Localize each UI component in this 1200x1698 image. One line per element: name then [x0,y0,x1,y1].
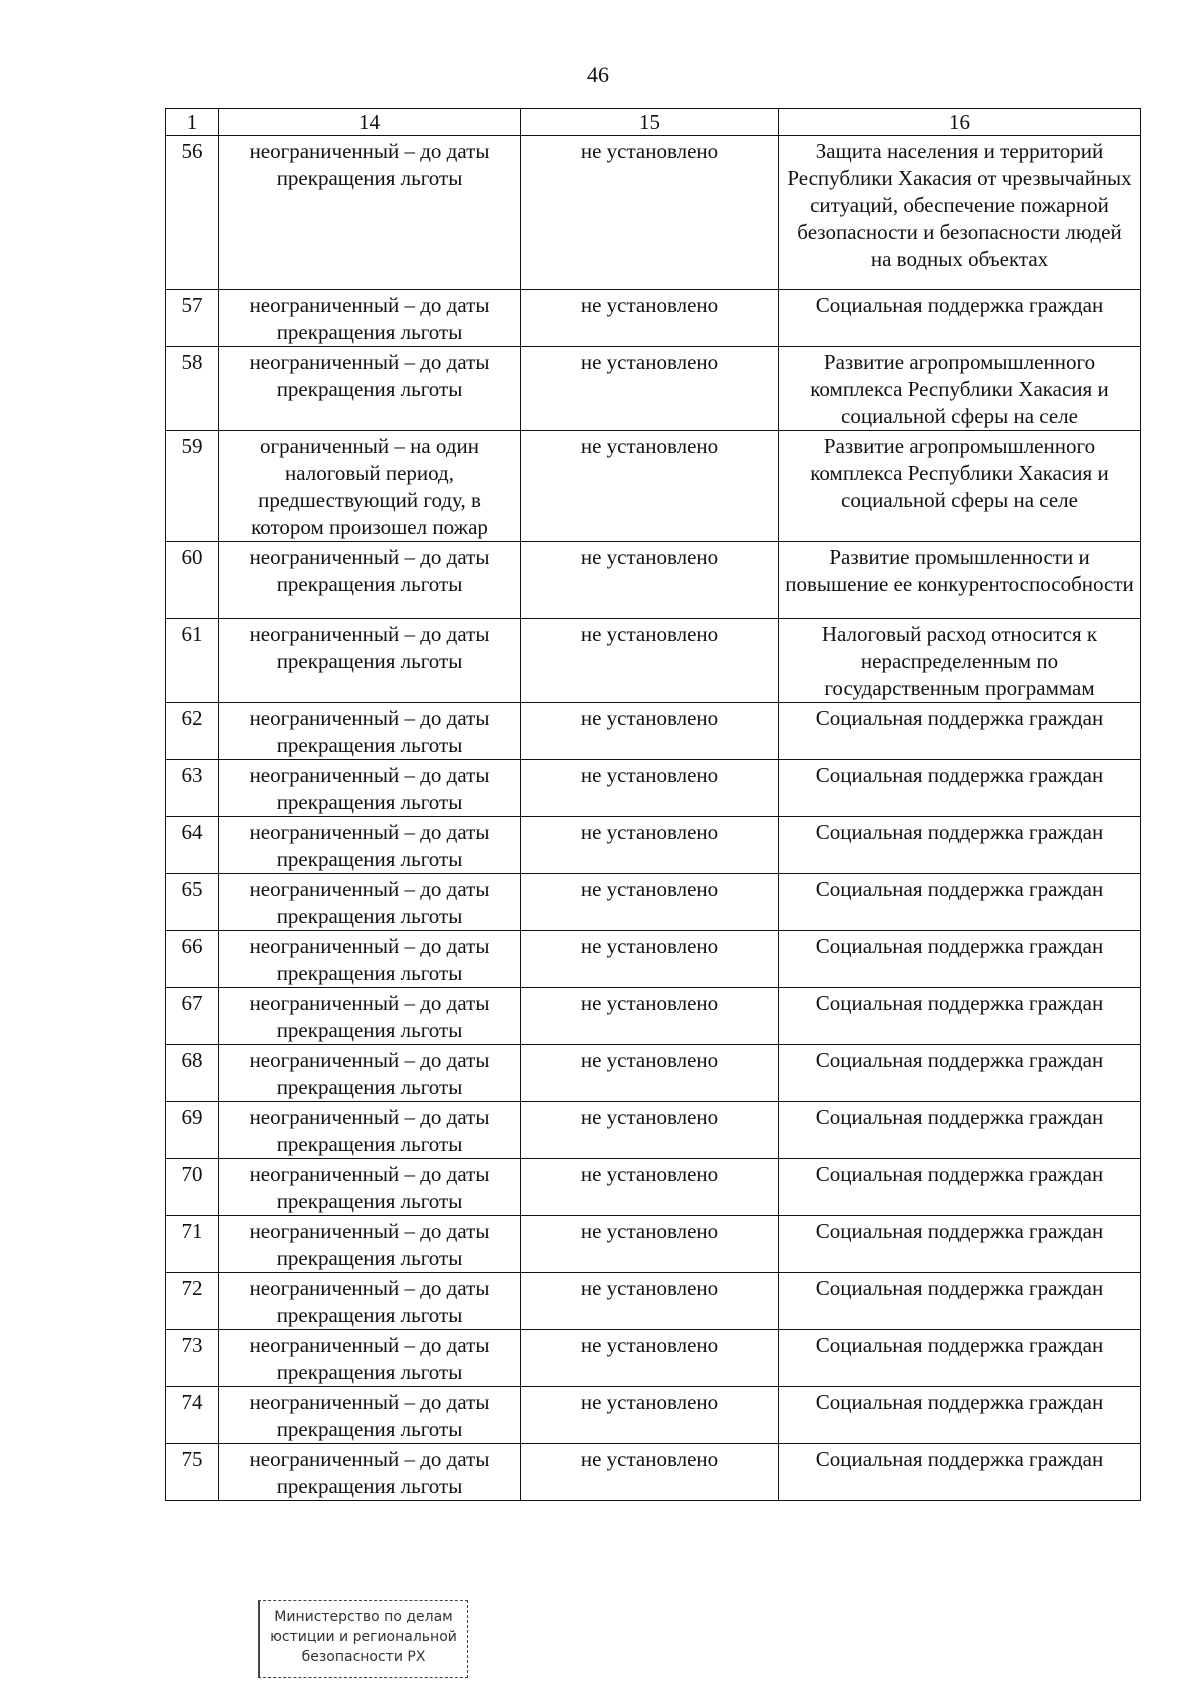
row-number-cell: 61 [166,619,219,703]
limit-cell: не установлено [521,290,779,347]
row-number-cell: 73 [166,1330,219,1387]
duration-cell: неограниченный – до даты прекращения льготы [219,290,521,347]
program-cell: Социальная поддержка граждан [779,290,1141,347]
row-number-cell: 58 [166,347,219,431]
program-cell: Социальная поддержка граждан [779,1102,1141,1159]
limit-cell: не установлено [521,1102,779,1159]
limit-cell: не установлено [521,1330,779,1387]
table-row [166,431,1141,542]
row-number-cell: 68 [166,1045,219,1102]
duration-cell: неограниченный – до даты прекращения льготы [219,1444,521,1501]
duration-cell: неограниченный – до даты прекращения льготы [219,931,521,988]
duration-cell: неограниченный – до даты прекращения льготы [219,619,521,703]
program-cell: Социальная поддержка граждан [779,1216,1141,1273]
stamp-line-1: Министерство по делам [274,1609,453,1625]
table-row [166,1045,1141,1102]
table-row [166,931,1141,988]
duration-cell: неограниченный – до даты прекращения льготы [219,542,521,619]
program-cell: Социальная поддержка граждан [779,760,1141,817]
limit-cell: не установлено [521,1216,779,1273]
duration-cell: неограниченный – до даты прекращения льготы [219,1387,521,1444]
program-cell: Налоговый расход относится к нераспределенным по государственным программам [779,619,1141,703]
row-number-cell: 56 [166,136,219,290]
duration-cell: ограниченный – на один налоговый период, предшествующий году, в котором произошел пожар [219,431,521,542]
duration-cell: неограниченный – до даты прекращения льготы [219,1045,521,1102]
duration-cell: неограниченный – до даты прекращения льготы [219,347,521,431]
table-row [166,1444,1141,1501]
header-col-1: 1 [166,109,219,136]
limit-cell: не установлено [521,703,779,760]
table-row [166,542,1141,619]
duration-cell: неограниченный – до даты прекращения льготы [219,1273,521,1330]
row-number-cell: 74 [166,1387,219,1444]
program-cell: Развитие промышленности и повышение ее конкурентоспособности [779,542,1141,619]
program-cell: Развитие агропромышленного комплекса Республики Хакасия и социальной сферы на селе [779,431,1141,542]
duration-cell: неограниченный – до даты прекращения льготы [219,1102,521,1159]
duration-cell: неограниченный – до даты прекращения льготы [219,703,521,760]
program-cell: Социальная поддержка граждан [779,874,1141,931]
table-row [166,1387,1141,1444]
row-number-cell: 71 [166,1216,219,1273]
limit-cell: не установлено [521,1444,779,1501]
stamp-line-2: юстиции и региональной [270,1629,457,1645]
row-number-cell: 75 [166,1444,219,1501]
page-number-text: 46 [587,62,609,87]
row-number-cell: 72 [166,1273,219,1330]
limit-cell: не установлено [521,136,779,290]
limit-cell: не установлено [521,760,779,817]
row-number-cell: 66 [166,931,219,988]
program-cell: Социальная поддержка граждан [779,1387,1141,1444]
row-number-cell: 64 [166,817,219,874]
header-col-16: 16 [779,109,1141,136]
program-cell: Социальная поддержка граждан [779,817,1141,874]
limit-cell: не установлено [521,817,779,874]
duration-cell: неограниченный – до даты прекращения льготы [219,136,521,290]
limit-cell: не установлено [521,988,779,1045]
duration-cell: неограниченный – до даты прекращения льготы [219,1330,521,1387]
duration-cell: неограниченный – до даты прекращения льготы [219,1216,521,1273]
duration-cell: неограниченный – до даты прекращения льготы [219,988,521,1045]
header-col-15: 15 [521,109,779,136]
row-number-cell: 65 [166,874,219,931]
row-number-cell: 67 [166,988,219,1045]
limit-cell: не установлено [521,619,779,703]
row-number-cell: 69 [166,1102,219,1159]
table-row [166,347,1141,431]
table-body [166,136,1141,1501]
row-number-cell: 62 [166,703,219,760]
page-number [0,62,1200,88]
program-cell: Социальная поддержка граждан [779,1045,1141,1102]
table-row [166,1216,1141,1273]
table-row [166,817,1141,874]
row-number-cell: 59 [166,431,219,542]
limit-cell: не установлено [521,431,779,542]
header-row [166,109,1141,136]
table-row [166,760,1141,817]
row-number-cell: 60 [166,542,219,619]
program-cell: Социальная поддержка граждан [779,1159,1141,1216]
limit-cell: не установлено [521,1273,779,1330]
program-cell: Социальная поддержка граждан [779,1330,1141,1387]
limit-cell: не установлено [521,1159,779,1216]
table-row [166,874,1141,931]
row-number-cell: 57 [166,290,219,347]
program-cell: Защита населения и территорий Республики Хакасия от чрезвычайных ситуаций, обеспечение пожарной безопасности и безопасности людей на водных объектах [779,136,1141,290]
table-row [166,703,1141,760]
program-cell: Социальная поддержка граждан [779,1444,1141,1501]
table-row [166,1102,1141,1159]
table-row [166,1330,1141,1387]
row-number-cell: 70 [166,1159,219,1216]
table-row [166,988,1141,1045]
row-number-cell: 63 [166,760,219,817]
duration-cell: неограниченный – до даты прекращения льготы [219,1159,521,1216]
program-cell: Социальная поддержка граждан [779,988,1141,1045]
limit-cell: не установлено [521,1045,779,1102]
limit-cell: не установлено [521,1387,779,1444]
duration-cell: неограниченный – до даты прекращения льготы [219,874,521,931]
limit-cell: не установлено [521,931,779,988]
limit-cell: не установлено [521,874,779,931]
table-row [166,619,1141,703]
stamp-line-3: безопасности РХ [301,1649,426,1665]
data-table [165,108,1141,1501]
program-cell: Социальная поддержка граждан [779,703,1141,760]
duration-cell: неограниченный – до даты прекращения льготы [219,817,521,874]
table-row [166,1273,1141,1330]
program-cell: Социальная поддержка граждан [779,1273,1141,1330]
program-cell: Развитие агропромышленного комплекса Республики Хакасия и социальной сферы на селе [779,347,1141,431]
table-row [166,290,1141,347]
registration-stamp [258,1600,468,1678]
limit-cell: не установлено [521,347,779,431]
table-row [166,136,1141,290]
limit-cell: не установлено [521,542,779,619]
header-col-14: 14 [219,109,521,136]
table-row [166,1159,1141,1216]
program-cell: Социальная поддержка граждан [779,931,1141,988]
duration-cell: неограниченный – до даты прекращения льготы [219,760,521,817]
